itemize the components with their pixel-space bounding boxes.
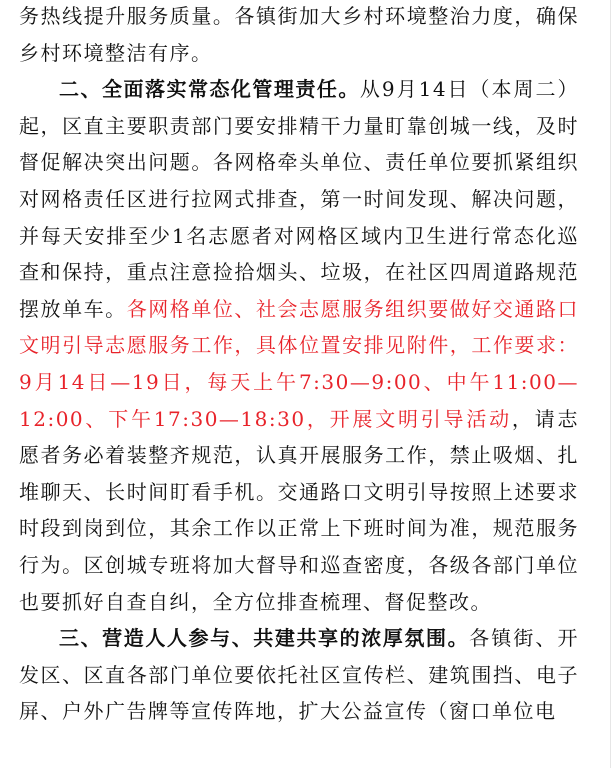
paragraph-3-text: 各镇街、开发区、区直各部门单位要依托社区宣传栏、建筑围挡、电子屏、户外广告牌等宣传阵地，扩大公益宣传（窗口单位电: [19, 626, 580, 724]
paragraph-2-text-continued: ，请志愿者务必着装整齐规范，认真开展服务工作，禁止吸烟、扎堆聊天、长时间盯看手机。交通路口文明引导按照上述要求时段到岗到位，其余工作以正常上下班时间为准，规范服务行为。区创城专班将加大督导和巡查密度，各级各部门单位也要抓好自查自纠，全方位排查梳理、督促整改。: [19, 406, 579, 614]
paragraph-1: [19, 0, 579, 71]
section-heading-2: 二、全面落实常态化管理责任。: [59, 77, 360, 102]
paragraph-2-text: 从9月14日（本周二）起，区直主要职责部门要安排精干力量盯靠创城一线，及时督促解决突出问题。各网格牵头单位、责任单位要抓紧组织对网格责任区进行拉网式排查，第一时间发现、解决问题，并每天安排至少1名志愿者对网格区域内卫生进行常态化巡查和保持，重点注意捡拾烟头、垃圾，在社区四周道路规范摆放单车。: [19, 77, 579, 321]
paragraph-3: [19, 620, 579, 730]
paragraph-2: [19, 71, 579, 620]
paragraph-1-text: 务热线提升服务质量。各镇街加大乡村环境整治力度，确保乡村环境整洁有序。: [19, 4, 579, 65]
paragraph-2-red-highlight: 各网格单位、社会志愿服务组织要做好交通路口文明引导志愿服务工作，具体位置安排见附件，工作要求：9月14日—19日，每天上午7:30—9:00、中午11:00—12:00、下午17:30—18:30，开展文明引导活动: [19, 296, 580, 431]
document-body: [19, 0, 579, 730]
section-heading-3: 三、营造人人参与、共建共享的浓厚氛围。: [59, 626, 470, 651]
